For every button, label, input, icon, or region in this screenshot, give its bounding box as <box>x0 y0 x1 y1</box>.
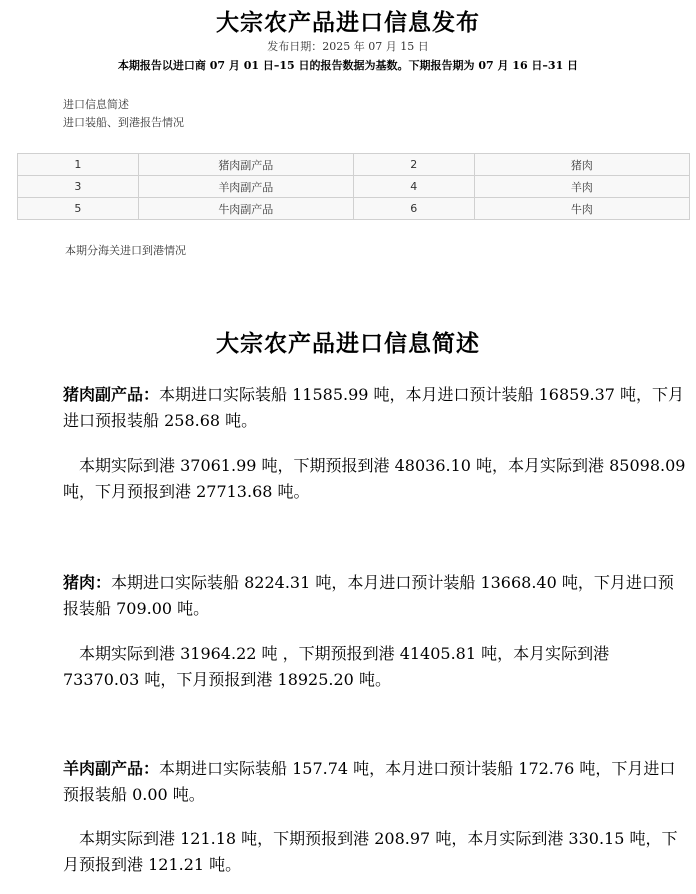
product-link-beef[interactable]: 牛肉 <box>474 198 689 220</box>
table-row <box>18 198 690 220</box>
product-number: 2 <box>353 154 474 176</box>
pork-byproducts-arrival: 本期实际到港 37061.99 吨，下期预报到港 48036.10 吨，本月实际到港 85098.09 吨，下月预报到港 27713.68 吨。 <box>63 456 686 501</box>
report-period-notice: 本期报告以进口商 07 月 01 日–15 日的报告数据为基数。下期报告期为 07 月 16 日–31 日 <box>117 59 579 72</box>
mutton-byproducts-arrival: 本期实际到港 121.18 吨，下期预报到港 208.97 吨，本月实际到港 330.15 吨，下月预报到港 121.21 吨。 <box>63 829 678 874</box>
page-title: 大宗农产品进口信息发布 <box>216 9 480 36</box>
shipping-text: 本期进口实际装船 11585.99 吨，本月进口预计装船 16859.37 吨，下月进口预报装船 258.68 吨。 <box>63 385 685 430</box>
product-label: 猪肉副产品： <box>63 385 160 404</box>
mutton-byproducts-shipping <box>63 756 688 808</box>
pork-shipping <box>63 570 688 622</box>
pork-byproducts-shipping <box>63 382 688 434</box>
product-link-pork-byproducts[interactable]: 猪肉副产品 <box>138 154 353 176</box>
product-link-beef-byproducts[interactable]: 牛肉副产品 <box>138 198 353 220</box>
shipping-text: 本期进口实际装船 8224.31 吨，本月进口预计装船 13668.40 吨，下月进口预报装船 709.00 吨。 <box>63 573 674 618</box>
pork-arrival: 本期实际到港 31964.22 吨 ，下期预报到港 41405.81 吨，本月实际到港 73370.03 吨，下月预报到港 18925.20 吨。 <box>63 644 610 689</box>
table-row <box>18 176 690 198</box>
product-label: 羊肉副产品： <box>63 759 160 778</box>
product-link-mutton-byproducts[interactable]: 羊肉副产品 <box>138 176 353 198</box>
link-shipping-arrival-report[interactable]: 进口装船、到港报告情况 <box>63 116 184 129</box>
link-customs-arrival[interactable]: 本期分海关进口到港情况 <box>65 244 186 257</box>
summary-heading: 大宗农产品进口信息简述 <box>216 330 480 357</box>
product-label: 猪肉： <box>63 573 112 592</box>
product-number: 4 <box>353 176 474 198</box>
link-import-summary[interactable]: 进口信息简述 <box>63 98 129 111</box>
product-link-pork[interactable]: 猪肉 <box>474 154 689 176</box>
shipping-text: 本期进口实际装船 157.74 吨，本月进口预计装船 172.76 吨，下月进口预报装船 0.00 吨。 <box>63 759 676 804</box>
product-table <box>17 153 690 220</box>
product-number: 1 <box>18 154 139 176</box>
product-link-mutton[interactable]: 羊肉 <box>474 176 689 198</box>
product-number: 5 <box>18 198 139 220</box>
product-number: 3 <box>18 176 139 198</box>
publish-date: 发布日期：2025 年 07 月 15 日 <box>267 40 429 53</box>
table-row <box>18 154 690 176</box>
product-number: 6 <box>353 198 474 220</box>
